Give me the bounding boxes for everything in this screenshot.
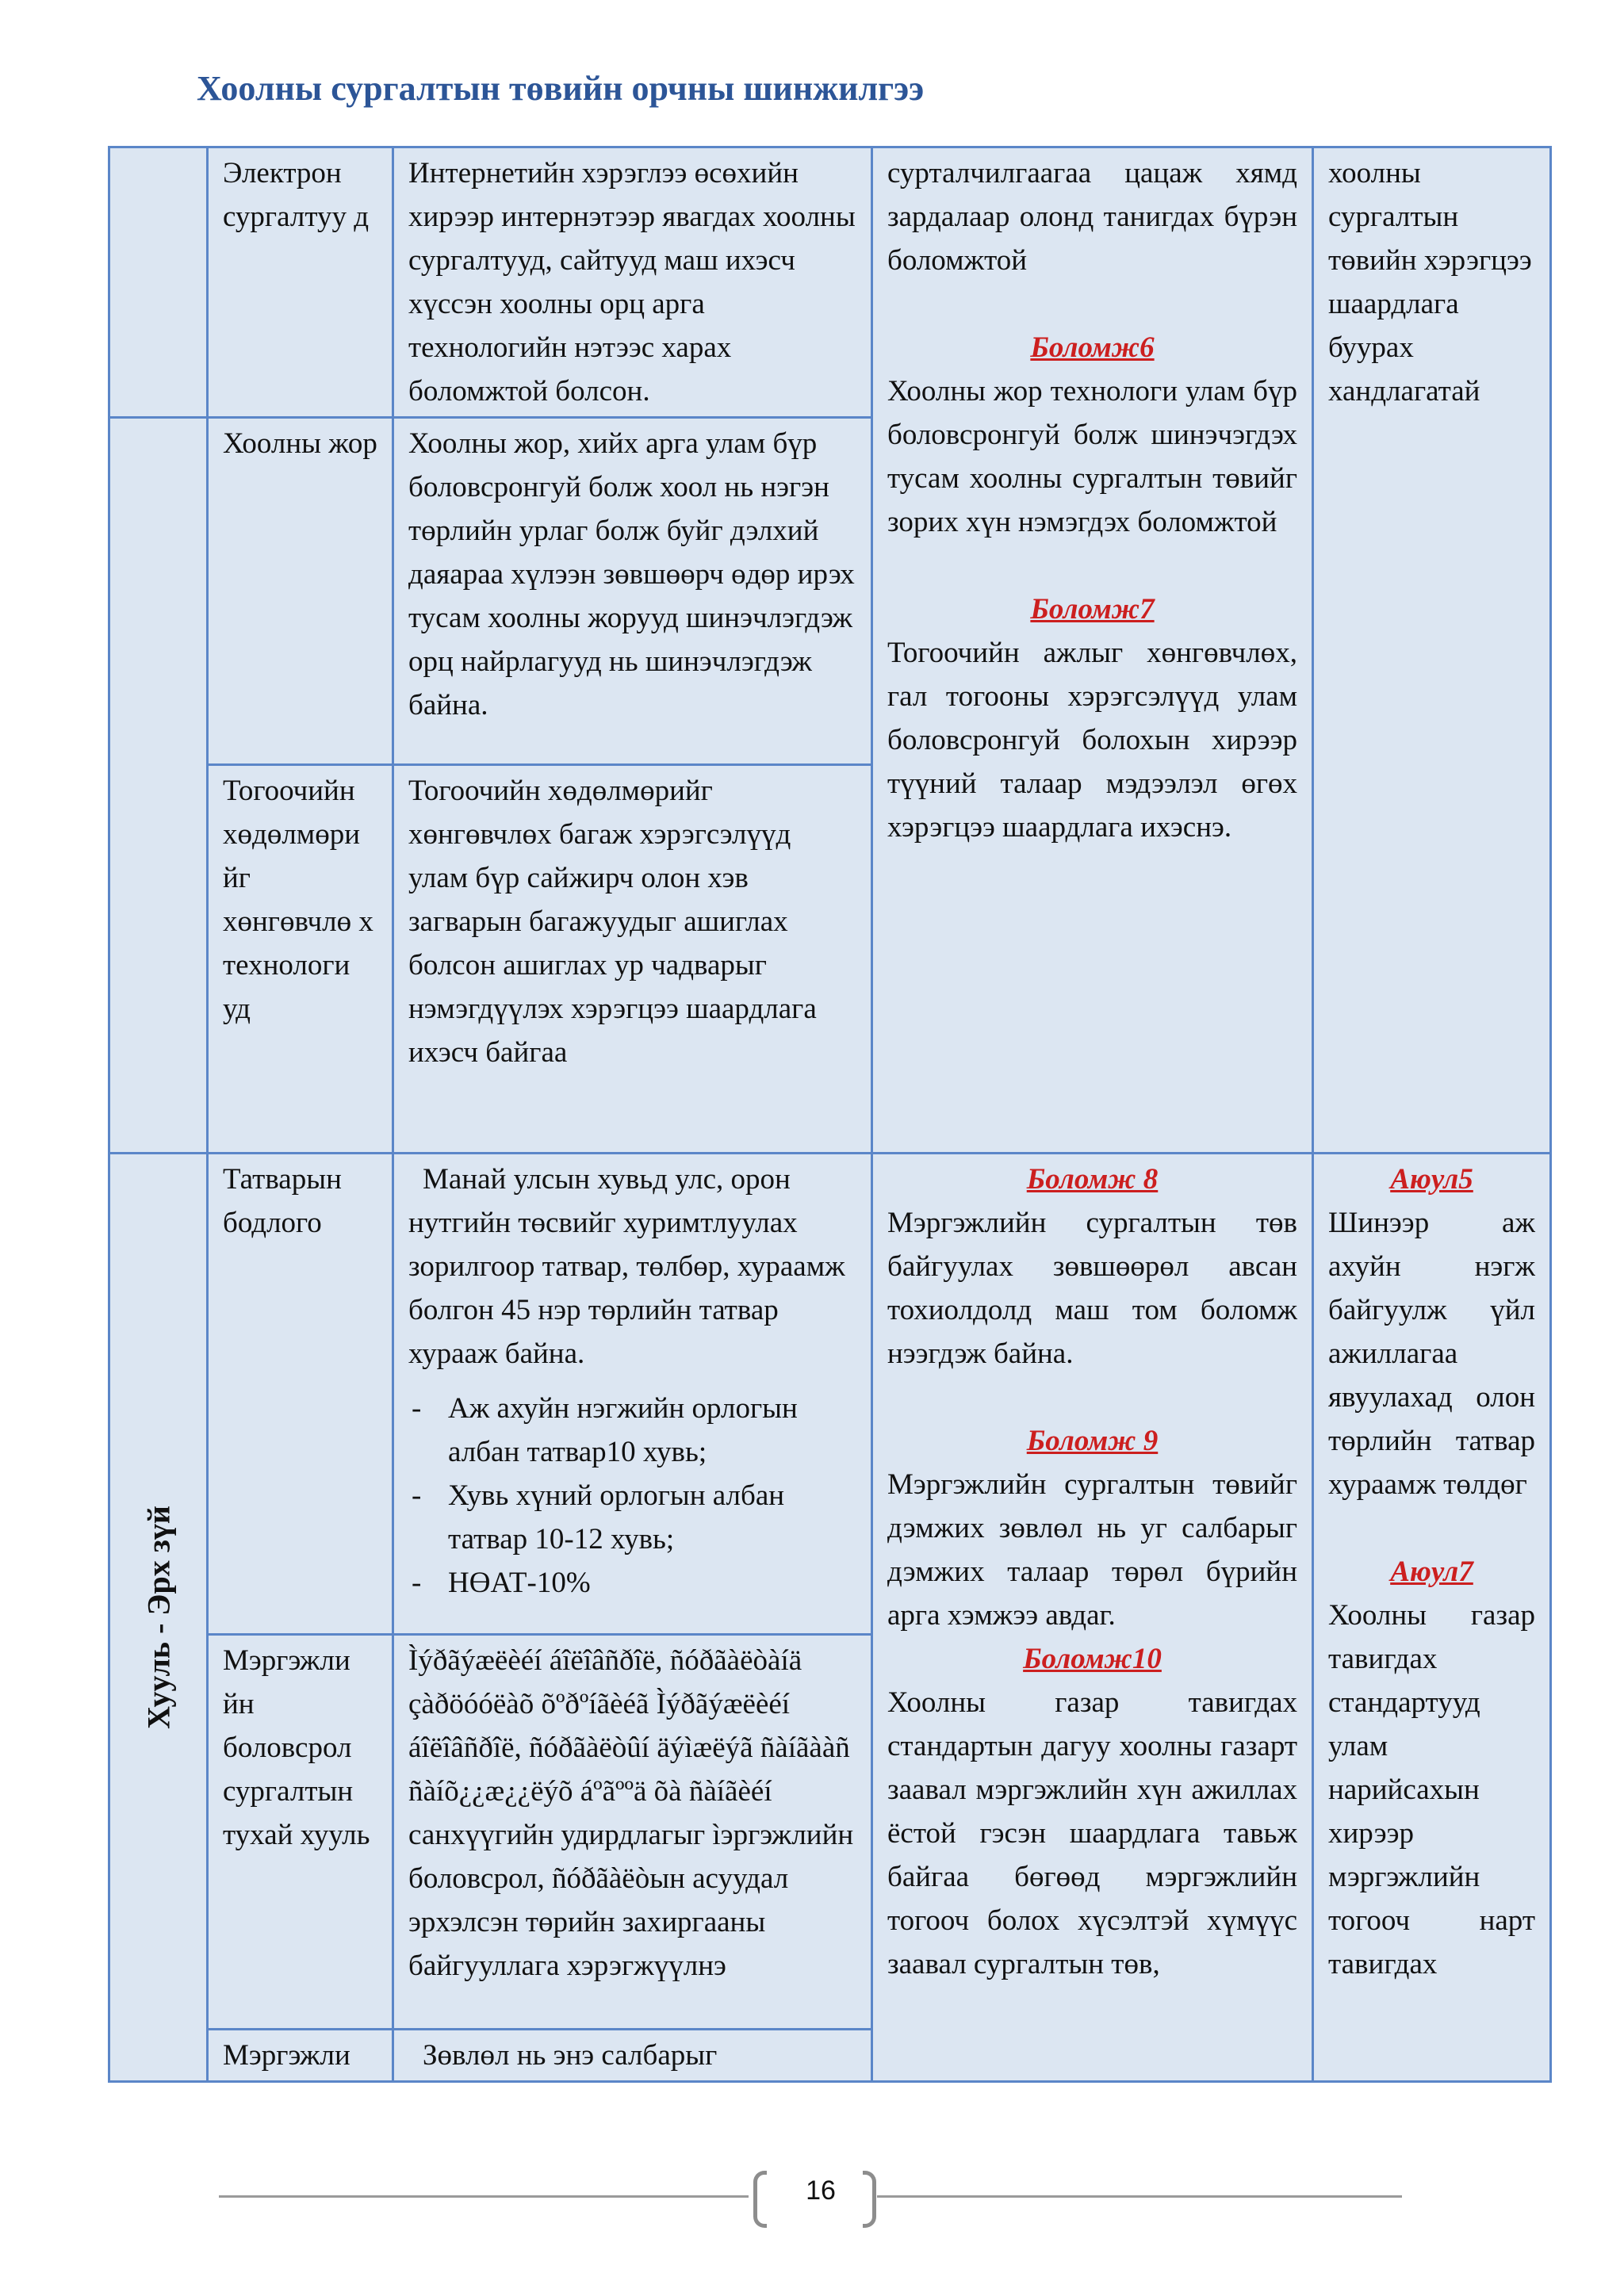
footer-rule-left bbox=[219, 2195, 749, 2198]
threats-cell-top bbox=[1313, 147, 1551, 1154]
opportunity-text: Тогоочийн ажлыг хөнгөвчлөх, гал тогооны хэрэгсэлүүд улам боловсронгуй болохын хирээр түүний талаар мэдээлэл өгөх хэрэгцээ шаардлага ихэснэ. bbox=[887, 637, 1297, 844]
section-cell-law bbox=[109, 1154, 208, 2082]
description-cell: Тогоочийн хөдөлмөрийг хөнгөвчлөх багаж хэрэгсэлүүд улам бүр сайжирч олон хэв загварын багажуудыг ашиглах болсон ашиглах ур чадварыг нэмэгдүүлэх хэрэгцээ шаардлага ихэсч байгаа bbox=[393, 765, 872, 1154]
threat-text: хоолны сургалтын төвийн хэрэгцээ шаардлага буурах хандлагатай bbox=[1328, 157, 1532, 408]
opportunity-heading: Боломж7 bbox=[1030, 593, 1155, 626]
description-cell: Хоолны жор, хийх арга улам бүр боловсронгуй болж хоол нь нэгэн төрлийн урлаг болж буйг дэлхий даяараа хүлээн зөвшөөрч өдөр ирэх тусам хоолны жорууд шинэчлэгдэж орц найрлагууд нь шинэчлэгдэж байна. bbox=[393, 418, 872, 765]
opportunity-text: Хоолны газар тавигдах стандартын дагуу хоолны газарт заавал мэргэжлийн хүн ажиллах ёстой гэсэн шаардлага тавьж байгаа бөгөөд мэргэжлийн тогооч болох хүсэлтэй хүмүүс заавал сургалтын төв, bbox=[887, 1686, 1297, 1980]
analysis-table bbox=[108, 146, 1552, 2083]
opportunity-heading: Боломж 8 bbox=[1026, 1163, 1159, 1196]
threat-heading: Аюул5 bbox=[1390, 1163, 1473, 1196]
threat-heading: Аюул7 bbox=[1390, 1556, 1473, 1588]
list-item: - Аж ахуйн нэгжийн орлогын албан татвар10 хувь; bbox=[408, 1387, 856, 1474]
factor-cell: Мэргэжли bbox=[208, 2030, 393, 2082]
page-title: Хоолны сургалтын төвийн орчны шинжилгээ bbox=[197, 69, 925, 108]
description-cell: Интернетийн хэрэглээ өсөхийн хирээр интернэтээр явагдах хоолны сургалтууд, сайтууд маш ихэсч хүссэн хоолны орц арга технологийн нэтээс харах боломжтой болсон. bbox=[393, 147, 872, 418]
factor-cell: Татварын бодлого bbox=[208, 1154, 393, 1635]
analysis-table-wrapper bbox=[108, 146, 1549, 2071]
opportunity-intro-text: сурталчилгаагаа цацаж хямд зардалаар олонд танигдах бүрэн боломжтой bbox=[887, 157, 1297, 277]
opportunity-text: Мэргэжлийн сургалтын төв байгуулах зөвшөөрөл авсан тохиолдолд маш том боломж нээгдэж байна. bbox=[887, 1207, 1297, 1370]
factor-cell: Хоолны жор bbox=[208, 418, 393, 765]
list-item: - Хувь хүний орлогын албан татвар 10-12 хувь; bbox=[408, 1474, 856, 1561]
opportunity-heading: Боломж6 bbox=[1030, 331, 1155, 364]
tax-rate-list bbox=[408, 1387, 856, 1605]
list-item: - НӨАТ-10% bbox=[408, 1561, 856, 1605]
threats-cell-bottom bbox=[1313, 1154, 1551, 2082]
opportunity-text: Хоолны жор технологи улам бүр боловсронгуй болж шинэчэгдэх тусам хоолны сургалтын төвийг зорих хүн нэмэгдэх боломжтой bbox=[887, 375, 1297, 538]
factor-cell: Мэргэжли йн боловсрол сургалтын тухай хууль bbox=[208, 1635, 393, 2030]
section-cell-empty-top bbox=[109, 147, 208, 418]
section-cell-empty-middle bbox=[109, 418, 208, 1154]
factor-cell: Тогоочийн хөдөлмөри йг хөнгөвчлө х технологи уд bbox=[208, 765, 393, 1154]
description-cell bbox=[393, 1154, 872, 1635]
description-cell: Зөвлөл нь энэ салбарыг bbox=[393, 2030, 872, 2082]
factor-cell: Электрон сургалтуу д bbox=[208, 147, 393, 418]
opportunities-cell-top bbox=[872, 147, 1313, 1154]
opportunity-text: Мэргэжлийн сургалтын төвийг дэмжих зөвлөл нь уг салбарыг дэмжих талаар төрөл бүрийн арга хэмжээ авдаг. bbox=[887, 1468, 1297, 1632]
footer-rule-right bbox=[877, 2195, 1402, 2198]
opportunities-cell-bottom bbox=[872, 1154, 1313, 2082]
section-label: Хууль - Эрх зүй bbox=[140, 1506, 176, 1729]
page-number: 16 bbox=[806, 2175, 836, 2206]
description-text: Манай улсын хувьд улс, орон нутгийн төсвийг хуримтлуулах зорилгоор татвар, төлбөр, хураамж болгон 45 нэр төрлийн татвар хурааж байна. bbox=[408, 1163, 845, 1370]
page-number-bracket-left bbox=[753, 2171, 767, 2228]
opportunity-heading: Боломж10 bbox=[1023, 1643, 1162, 1675]
threat-text: Шинээр аж ахуйн нэгж байгуулж үйл ажиллагаа явуулахад олон төрлийн татвар хураамж төлдөг bbox=[1328, 1207, 1535, 1501]
threat-text: Хоолны газар тавигдах стандартууд улам нарийсахын хирээр мэргэжлийн тогооч нарт тавигдах bbox=[1328, 1599, 1535, 1980]
description-cell: Ìýðãýæëèéí áîëîâñðîë, ñóðãàëòàíä çàðöóóëàõ õºðºíãèéã Ìýðãýæëèéí áîëîâñðîë, ñóðãàëòûí äýìæëýã ñàíãààñ ñàíõ¿¿æ¿¿ëýõ áºãººä õà ñàíãèéí санхүүгийн удирдлагыг ìэргэжлийн боловсрол, ñóðãàëòын асуудал эрхэлсэн төрийн захиргааны байгууллага хэрэгжүүлнэ bbox=[393, 1635, 872, 2030]
page-number-bracket-right bbox=[863, 2171, 876, 2228]
opportunity-heading: Боломж 9 bbox=[1026, 1425, 1159, 1457]
